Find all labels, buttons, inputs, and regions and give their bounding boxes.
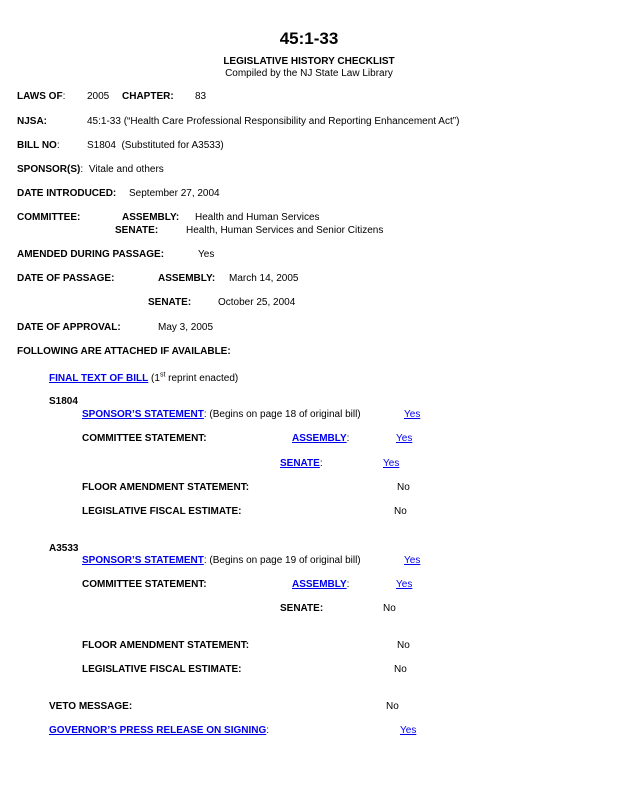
s1804-fiscal-label: LEGISLATIVE FISCAL ESTIMATE: <box>82 506 242 517</box>
date-introduced-label: DATE INTRODUCED: <box>17 188 117 199</box>
final-text-pre: (1 <box>148 373 160 384</box>
chapter-value: 83 <box>195 91 207 102</box>
governor-colon: : <box>266 725 270 736</box>
laws-of-label: LAWS OF <box>17 91 63 102</box>
a3533-senate-value: No <box>383 603 396 614</box>
amended-label: AMENDED DURING PASSAGE: <box>17 249 165 260</box>
final-text-link[interactable]: FINAL TEXT OF BILL <box>49 373 149 384</box>
njsa-value: 45:1-33 (“Health Care Professional Responsibility and Reporting Enhancement Act”) <box>87 116 460 127</box>
a3533-floor-label: FLOOR AMENDMENT STATEMENT: <box>82 640 250 651</box>
passage-senate-value: October 25, 2004 <box>218 297 296 308</box>
s1804-label: S1804 <box>49 396 78 407</box>
a3533-fiscal-value: No <box>394 664 407 675</box>
date-introduced-value: September 27, 2004 <box>129 188 220 199</box>
s1804-senate-yes-link[interactable]: Yes <box>383 458 400 469</box>
veto-value: No <box>386 701 399 712</box>
passage-assembly-label: ASSEMBLY: <box>158 273 216 284</box>
sponsors-line <box>17 164 164 175</box>
a3533-sponsor-statement-link[interactable]: SPONSOR’S STATEMENT <box>82 555 204 566</box>
a3533-assembly-colon: : <box>346 579 350 590</box>
final-text-line <box>49 373 238 384</box>
s1804-sponsor-note: : (Begins on page 18 of original bill) <box>203 409 361 420</box>
date-of-approval-value: May 3, 2005 <box>158 322 214 333</box>
bill-no-label: BILL NO <box>17 140 57 151</box>
sponsors-colon: : <box>80 164 84 175</box>
a3533-floor-value: No <box>397 640 410 651</box>
sponsors-value: Vitale and others <box>88 164 164 175</box>
a3533-sponsor-note: : (Begins on page 19 of original bill) <box>203 555 361 566</box>
s1804-assembly-wrap <box>292 433 349 444</box>
date-of-passage-label: DATE OF PASSAGE: <box>17 273 115 284</box>
final-text-sup: st <box>159 371 166 379</box>
s1804-assembly-yes-link[interactable]: Yes <box>396 433 413 444</box>
a3533-committee-label: COMMITTEE STATEMENT: <box>82 579 207 590</box>
passage-senate-label: SENATE: <box>148 297 192 308</box>
a3533-assembly-wrap <box>292 579 349 590</box>
a3533-senate-label: SENATE: <box>280 603 324 614</box>
compiled-by: Compiled by the NJ State Law Library <box>225 68 393 79</box>
s1804-assembly-link[interactable]: ASSEMBLY <box>292 433 347 444</box>
chapter-label: CHAPTER: <box>122 91 174 102</box>
governor-line <box>49 725 269 736</box>
date-of-approval-label: DATE OF APPROVAL: <box>17 322 121 333</box>
s1804-committee-label: COMMITTEE STATEMENT: <box>82 433 207 444</box>
attached-heading: FOLLOWING ARE ATTACHED IF AVAILABLE: <box>17 346 231 357</box>
s1804-assembly-colon: : <box>346 433 350 444</box>
s1804-sponsor-line <box>82 409 361 420</box>
laws-of-year: 2005 <box>87 91 110 102</box>
a3533-assembly-yes-link[interactable]: Yes <box>396 579 413 590</box>
s1804-floor-label: FLOOR AMENDMENT STATEMENT: <box>82 482 250 493</box>
a3533-sponsor-line <box>82 555 361 566</box>
bill-no-value: S1804 (Substituted for A3533) <box>87 140 224 151</box>
amended-value: Yes <box>198 249 215 260</box>
committee-label: COMMITTEE: <box>17 212 81 223</box>
committee-senate-label: SENATE: <box>115 225 159 236</box>
final-text-post: reprint enacted) <box>165 373 239 384</box>
a3533-label: A3533 <box>49 543 79 554</box>
s1804-senate-wrap <box>280 458 323 469</box>
governor-press-release-link[interactable]: GOVERNOR’S PRESS RELEASE ON SIGNING <box>49 725 267 736</box>
a3533-sponsor-yes-link[interactable]: Yes <box>404 555 421 566</box>
committee-senate-value: Health, Human Services and Senior Citizens <box>186 225 384 236</box>
s1804-sponsor-statement-link[interactable]: SPONSOR’S STATEMENT <box>82 409 204 420</box>
committee-assembly-label: ASSEMBLY: <box>122 212 180 223</box>
laws-of-colon: : <box>62 91 66 102</box>
s1804-sponsor-yes-link[interactable]: Yes <box>404 409 421 420</box>
a3533-fiscal-label: LEGISLATIVE FISCAL ESTIMATE: <box>82 664 242 675</box>
s1804-senate-link[interactable]: SENATE <box>280 458 320 469</box>
bill-no-colon: : <box>56 140 60 151</box>
sponsors-label: SPONSOR(S) <box>17 164 81 175</box>
s1804-fiscal-value: No <box>394 506 407 517</box>
veto-label: VETO MESSAGE: <box>49 701 133 712</box>
s1804-senate-colon: : <box>319 458 323 469</box>
laws-of-label-wrap <box>17 91 65 102</box>
s1804-floor-value: No <box>397 482 410 493</box>
a3533-assembly-link[interactable]: ASSEMBLY <box>292 579 347 590</box>
governor-yes-link[interactable]: Yes <box>400 725 417 736</box>
njsa-label: NJSA: <box>17 116 48 127</box>
committee-assembly-value: Health and Human Services <box>195 212 320 223</box>
page-title: 45:1-33 <box>279 29 339 48</box>
bill-no-label-wrap <box>17 140 60 151</box>
passage-assembly-value: March 14, 2005 <box>229 273 299 284</box>
document-subtitle: LEGISLATIVE HISTORY CHECKLIST <box>223 56 395 67</box>
